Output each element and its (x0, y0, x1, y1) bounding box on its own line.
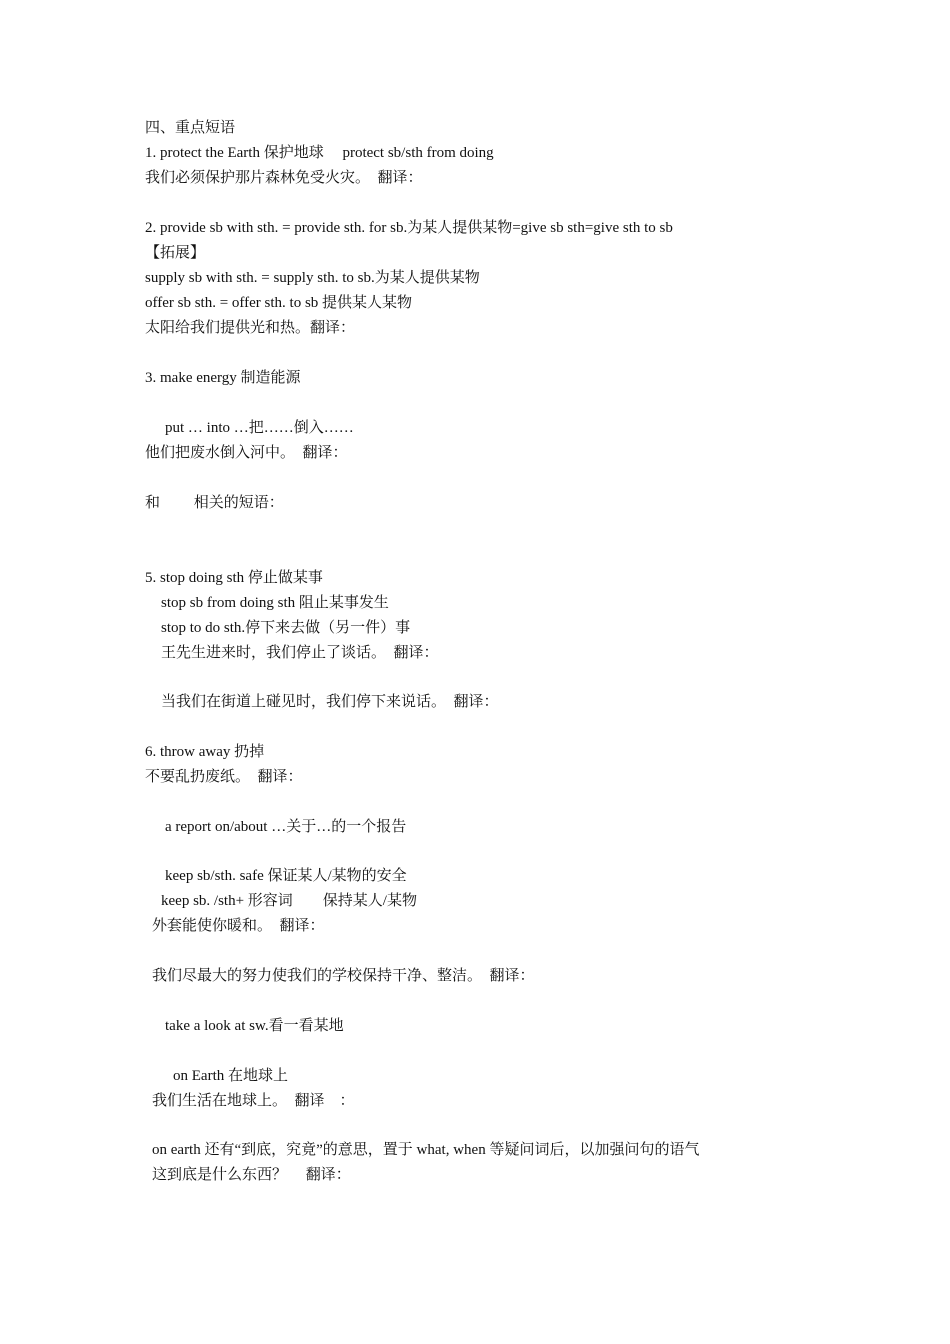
phrase-line: take a look at sw.看一看某地 (165, 1018, 344, 1034)
extension-label: 【拓展】 (145, 245, 206, 261)
translation-prompt: 我们必须保护那片森林免受火灾。 翻译： (145, 170, 423, 186)
phrase-line: 1. protect the Earth 保护地球 protect sb/sth from doing (145, 145, 494, 161)
translation-prompt: 王先生进来时，我们停止了谈话。 翻译： (161, 645, 439, 661)
phrase-line: stop to do sth.停下来去做（另一件）事 (161, 620, 411, 636)
phrase-line: put … into …把……倒入…… (165, 420, 354, 436)
phrase-line: 2. provide sb with sth. = provide sth. for sb.为某人提供某物=give sb sth=give sth to sb (145, 220, 673, 236)
translation-prompt: 外套能使你暖和。 翻译： (152, 918, 325, 934)
translation-prompt: 他们把废水倒入河中。 翻译： (145, 445, 348, 461)
phrase-line: offer sb sth. = offer sth. to sb 提供某人某物 (145, 295, 413, 311)
phrase-line: 5. stop doing sth 停止做某事 (145, 570, 323, 586)
translation-prompt: 当我们在街道上碰见时，我们停下来说话。 翻译： (161, 694, 499, 710)
translation-prompt: 我们生活在地球上。 翻译 ： (152, 1093, 355, 1109)
phrase-line: a report on/about …关于…的一个报告 (165, 819, 407, 835)
phrase-line: 3. make energy 制造能源 (145, 370, 301, 386)
translation-prompt: 这到底是什么东西？ 翻译： (152, 1167, 351, 1183)
phrase-line: keep sb. /sth+ 形容词 保持某人/某物 (161, 893, 417, 909)
translation-prompt: 太阳给我们提供光和热。翻译： (145, 320, 356, 336)
phrase-line: stop sb from doing sth 阻止某事发生 (161, 595, 389, 611)
section-heading: 四、重点短语 (145, 120, 236, 136)
phrase-line: keep sb/sth. safe 保证某人/某物的安全 (165, 868, 407, 884)
translation-prompt: 我们尽最大的努力使我们的学校保持干净、整洁。 翻译： (152, 968, 535, 984)
related-phrases-label: 和 相关的短语： (145, 495, 284, 511)
phrase-line: on Earth 在地球上 (173, 1068, 288, 1084)
phrase-line: supply sb with sth. = supply sth. to sb.为某人提供某物 (145, 270, 480, 286)
phrase-line: on earth 还有“到底，究竟”的意思，置于 what, when 等疑问词后，以加强问句的语气 (152, 1142, 700, 1158)
phrase-line: 6. throw away 扔掉 (145, 744, 265, 760)
translation-prompt: 不要乱扔废纸。 翻译： (145, 769, 303, 785)
